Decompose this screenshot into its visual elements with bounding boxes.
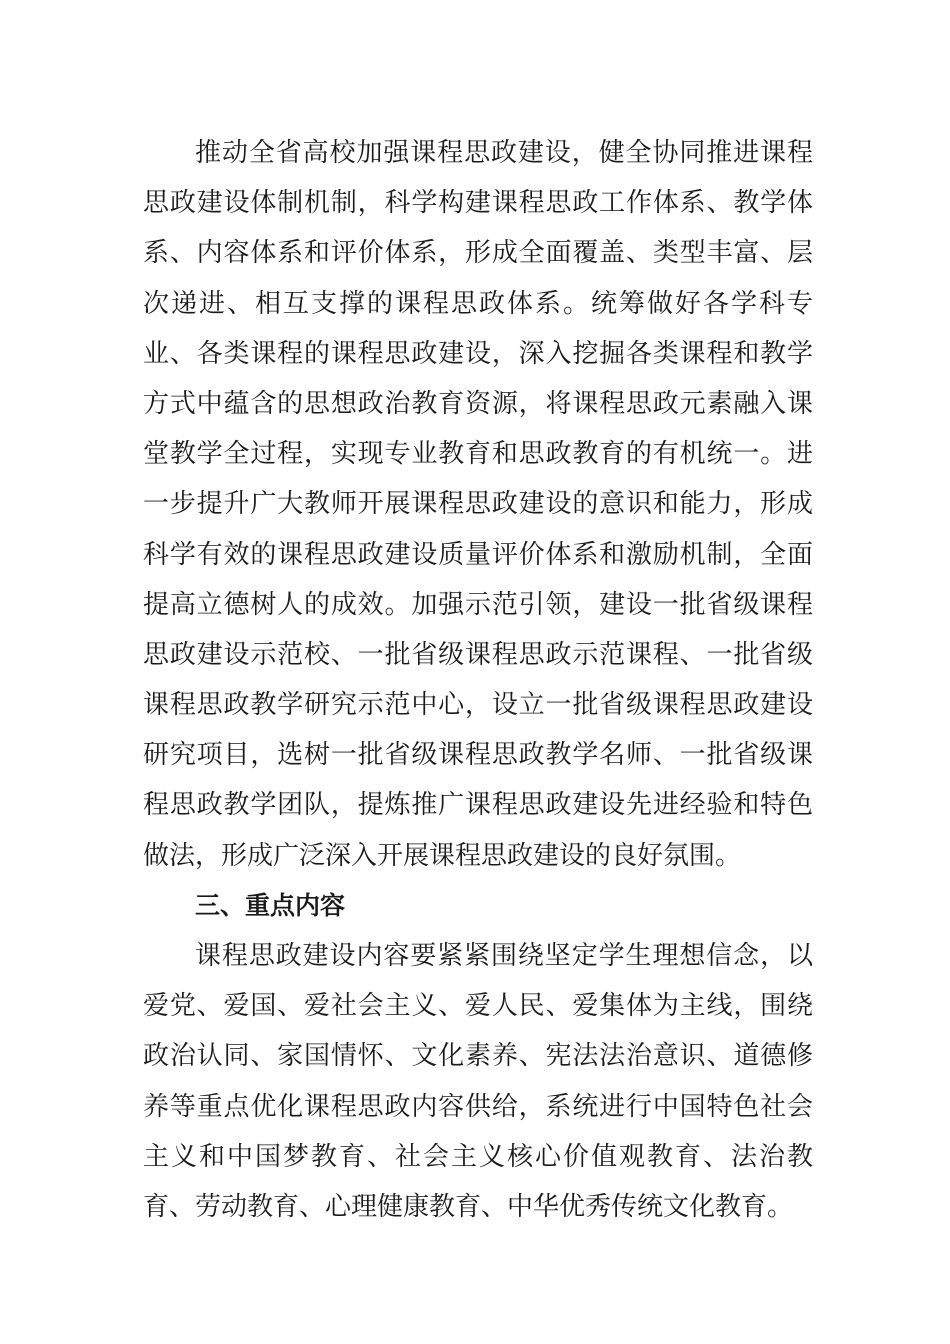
paragraph-1-line: 程思政教学团队，提炼推广课程思政建设先进经验和特色 (143, 790, 813, 821)
paragraph-2-line: 课程思政建设内容要紧紧围绕坚定学生理想信念，以 (195, 941, 813, 971)
paragraph-2-line: 政治认同、家国情怀、文化素养、宪法法治意识、道德修 (143, 1041, 813, 1072)
paragraph-2 (143, 931, 813, 1232)
paragraph-1-line: 次递进、相互支撑的课程思政体系。统筹做好各学科专 (143, 288, 813, 319)
section-heading: 三、重点内容 (195, 890, 346, 920)
paragraph-1-line: 一步提升广大教师开展课程思政建设的意识和能力，形成 (143, 489, 813, 520)
document-body (143, 128, 813, 1232)
paragraph-1-line: 业、各类课程的课程思政建设，深入挖掘各类课程和教学 (143, 338, 813, 369)
paragraph-1 (143, 128, 813, 881)
paragraph-1-line: 思政建设示范校、一批省级课程思政示范课程、一批省级 (143, 639, 813, 670)
paragraph-1-line: 思政建设体制机制，科学构建课程思政工作体系、教学体 (143, 188, 813, 219)
paragraph-2-line: 育、劳动教育、心理健康教育、中华优秀传统文化教育。 (143, 1191, 794, 1222)
paragraph-1-line: 课程思政教学研究示范中心，设立一批省级课程思政建设 (143, 690, 813, 721)
paragraph-2-line: 主义和中国梦教育、社会主义核心价值观教育、法治教 (143, 1141, 813, 1172)
paragraph-1-line: 科学有效的课程思政建设质量评价体系和激励机制，全面 (143, 539, 813, 570)
paragraph-1-line: 研究项目，选树一批省级课程思政教学名师、一批省级课 (143, 740, 813, 771)
paragraph-1-line: 做法，形成广泛深入开展课程思政建设的良好氛围。 (143, 840, 742, 871)
paragraph-1-line: 方式中蕴含的思想政治教育资源，将课程思政元素融入课 (143, 388, 813, 419)
paragraph-1-line: 系、内容体系和评价体系，形成全面覆盖、类型丰富、层 (143, 238, 813, 269)
paragraph-1-line: 堂教学全过程，实现专业教育和思政教育的有机统一。进 (143, 439, 813, 470)
paragraph-2-line: 爱党、爱国、爱社会主义、爱人民、爱集体为主线，围绕 (143, 991, 813, 1022)
paragraph-1-line: 提高立德树人的成效。加强示范引领，建设一批省级课程 (143, 589, 813, 620)
paragraph-2-line: 养等重点优化课程思政内容供给，系统进行中国特色社会 (143, 1091, 813, 1122)
paragraph-1-line: 推动全省高校加强课程思政建设，健全协同推进课程 (195, 138, 813, 168)
